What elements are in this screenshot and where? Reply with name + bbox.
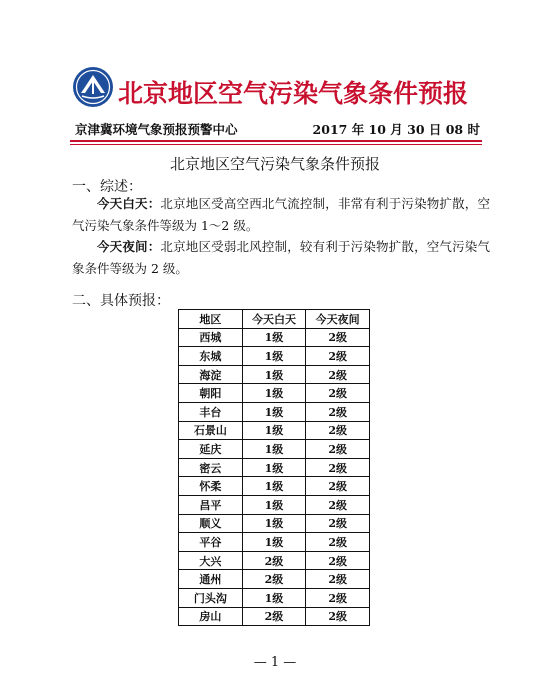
- region-cell: 东城: [179, 347, 243, 366]
- table-row: [179, 570, 370, 589]
- meteorological-emblem-icon: [72, 66, 114, 108]
- header-today-night: 今天夜间: [306, 310, 370, 329]
- table-row: [179, 551, 370, 570]
- region-cell: 朝阳: [179, 384, 243, 403]
- night-forecast-paragraph: [72, 236, 490, 280]
- table-row: [179, 365, 370, 384]
- day-level-cell: 1级: [242, 458, 306, 477]
- day-level-cell: 1级: [242, 328, 306, 347]
- page-number: — 1 —: [253, 655, 297, 670]
- day-level-cell: 1级: [242, 365, 306, 384]
- header-title: 北京地区空气污染气象条件预报: [118, 79, 469, 108]
- region-cell: 通州: [179, 570, 243, 589]
- region-cell: 丰台: [179, 402, 243, 421]
- day-level-cell: 1级: [242, 384, 306, 403]
- night-level-cell: 2级: [306, 607, 370, 626]
- document-title: 北京地区空气污染气象条件预报: [169, 155, 380, 173]
- day-level-cell: 2级: [242, 607, 306, 626]
- night-text: 北京地区受弱北风控制，较有利于污染物扩散，空气污染气象条件等级为 2 级。: [72, 239, 490, 276]
- day-level-cell: 1级: [242, 347, 306, 366]
- night-level-cell: 2级: [306, 570, 370, 589]
- table-row: [179, 514, 370, 533]
- issuer-name: 京津冀环境气象预报预警中心: [75, 122, 238, 137]
- night-level-cell: 2级: [306, 402, 370, 421]
- region-cell: 平谷: [179, 533, 243, 552]
- day-level-cell: 1级: [242, 533, 306, 552]
- table-row: [179, 458, 370, 477]
- night-level-cell: 2级: [306, 458, 370, 477]
- night-level-cell: 2级: [306, 588, 370, 607]
- table-header-row: [179, 310, 370, 329]
- day-level-cell: 1级: [242, 514, 306, 533]
- region-cell: 西城: [179, 328, 243, 347]
- region-cell: 门头沟: [179, 588, 243, 607]
- day-forecast-paragraph: [72, 193, 490, 237]
- night-level-cell: 2级: [306, 384, 370, 403]
- night-level-cell: 2级: [306, 533, 370, 552]
- night-level-cell: 2级: [306, 365, 370, 384]
- header-rule-thin: [70, 144, 482, 145]
- region-cell: 顺义: [179, 514, 243, 533]
- header-today-day: 今天白天: [242, 310, 306, 329]
- night-label: 今天夜间：: [97, 239, 161, 254]
- table-row: [179, 607, 370, 626]
- table-row: [179, 328, 370, 347]
- day-label: 今天白天：: [97, 196, 161, 211]
- table-row: [179, 347, 370, 366]
- forecast-table: [178, 309, 370, 626]
- table-row: [179, 588, 370, 607]
- region-cell: 密云: [179, 458, 243, 477]
- table-row: [179, 402, 370, 421]
- night-level-cell: 2级: [306, 328, 370, 347]
- region-cell: 怀柔: [179, 477, 243, 496]
- day-level-cell: 1级: [242, 402, 306, 421]
- region-cell: 延庆: [179, 440, 243, 459]
- night-level-cell: 2级: [306, 514, 370, 533]
- section-summary-heading: 一、综述：: [72, 179, 142, 195]
- issue-time: 2017 年 10 月 30 日 08 时: [312, 122, 480, 137]
- night-level-cell: 2级: [306, 551, 370, 570]
- region-cell: 房山: [179, 607, 243, 626]
- day-level-cell: 1级: [242, 440, 306, 459]
- table-row: [179, 533, 370, 552]
- night-level-cell: 2级: [306, 347, 370, 366]
- day-level-cell: 1级: [242, 495, 306, 514]
- region-cell: 海淀: [179, 365, 243, 384]
- day-text: 北京地区受高空西北气流控制，非常有利于污染物扩散，空气污染气象条件等级为 1～2 级。: [72, 196, 490, 233]
- night-level-cell: 2级: [306, 440, 370, 459]
- header-region: 地区: [179, 310, 243, 329]
- region-cell: 昌平: [179, 495, 243, 514]
- issuer-row: [75, 120, 480, 140]
- day-level-cell: 2级: [242, 570, 306, 589]
- night-level-cell: 2级: [306, 421, 370, 440]
- day-level-cell: 2级: [242, 551, 306, 570]
- day-level-cell: 1级: [242, 477, 306, 496]
- day-level-cell: 1级: [242, 588, 306, 607]
- region-cell: 石景山: [179, 421, 243, 440]
- night-level-cell: 2级: [306, 477, 370, 496]
- header-rule-thick: [70, 140, 482, 142]
- table-row: [179, 421, 370, 440]
- table-row: [179, 495, 370, 514]
- table-row: [179, 384, 370, 403]
- section-detail-heading: 二、具体预报：: [72, 293, 170, 309]
- night-level-cell: 2级: [306, 495, 370, 514]
- table-row: [179, 440, 370, 459]
- table-row: [179, 477, 370, 496]
- day-level-cell: 1级: [242, 421, 306, 440]
- region-cell: 大兴: [179, 551, 243, 570]
